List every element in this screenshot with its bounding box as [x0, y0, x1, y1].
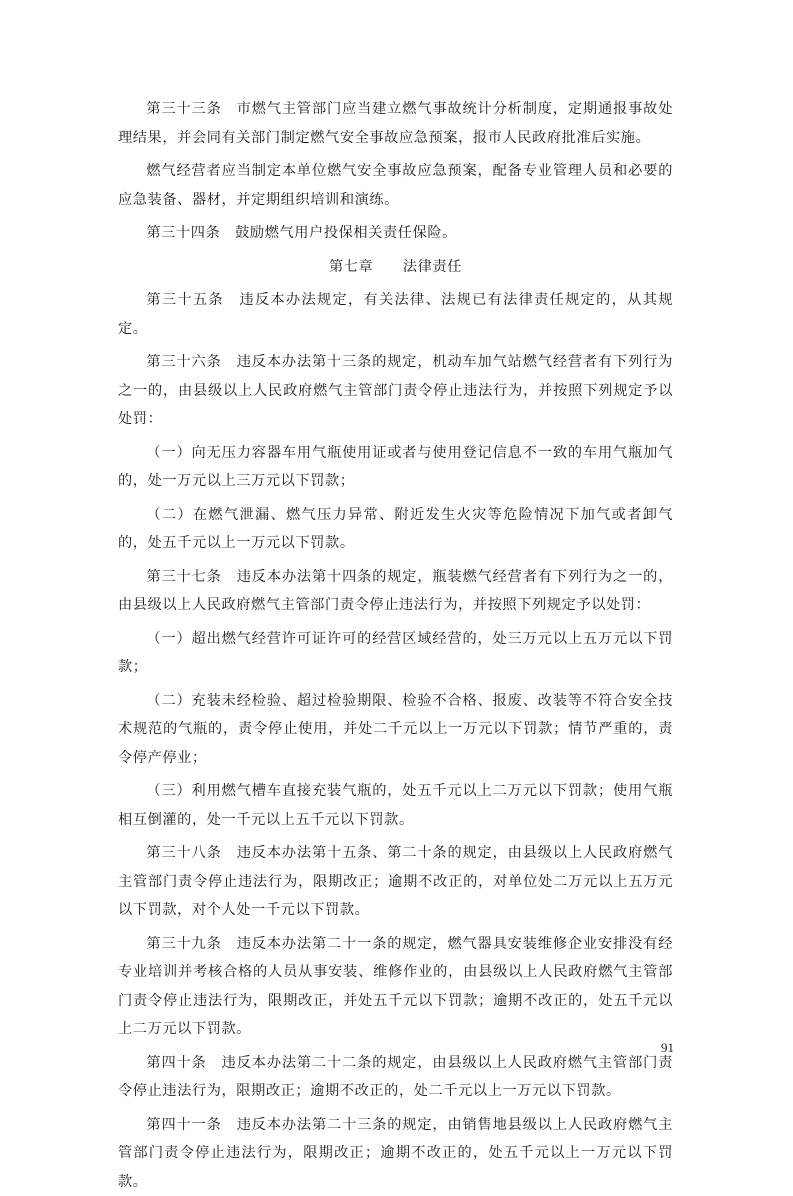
article-36-item-1: （一）向无压力容器车用气瓶使用证或者与使用登记信息不一致的车用气瓶加气的，处一万元以上三万元以下罚款； — [118, 439, 673, 496]
article-37-paragraph: 第三十七条 违反本办法第十四条的规定，瓶装燃气经营者有下列行为之一的，由县级以上人民政府燃气主管部门责令停止违法行为，并按照下列规定予以处罚： — [118, 563, 673, 620]
page-number: 91 — [0, 1040, 674, 1056]
article-39-paragraph: 第三十九条 违反本办法第二十一条的规定，燃气器具安装维修企业安排没有经专业培训并考核合格的人员从事安装、维修作业的，由县级以上人民政府燃气主管部门责令停止违法行为，限期改正，并处五千元以下罚款；逾期不改正的，处五千元以上二万元以下罚款。 — [118, 930, 673, 1044]
article-34-paragraph: 第三十四条 鼓励燃气用户投保相关责任保险。 — [118, 219, 673, 248]
article-36-paragraph: 第三十六条 违反本办法第十三条的规定，机动车加气站燃气经营者有下列行为之一的，由县级以上人民政府燃气主管部门责令停止违法行为，并按照下列规定予以处罚： — [118, 348, 673, 434]
article-33-paragraph: 第三十三条 市燃气主管部门应当建立燃气事故统计分析制度，定期通报事故处理结果，并会同有关部门制定燃气安全事故应急预案，报市人民政府批准后实施。 — [118, 95, 673, 152]
article-37-item-2: （二）充装未经检验、超过检验期限、检验不合格、报废、改装等不符合安全技术规范的气瓶的，责令停止使用，并处二千元以上一万元以下罚款；情节严重的，责令停产停业； — [118, 687, 673, 773]
article-40-paragraph: 第四十条 违反本办法第二十二条的规定，由县级以上人民政府燃气主管部门责令停止违法行为，限期改正；逾期不改正的，处二千元以上一万元以下罚款。 — [118, 1049, 673, 1106]
article-35-paragraph: 第三十五条 违反本办法规定，有关法律、法规已有法律责任规定的，从其规定。 — [118, 286, 673, 343]
article-41-paragraph: 第四十一条 违反本办法第二十三条的规定，由销售地县级以上人民政府燃气主管部门责令停止违法行为，限期改正；逾期不改正的，处五千元以上一万元以下罚款。 — [118, 1111, 673, 1196]
article-37-item-1: （一）超出燃气经营许可证许可的经营区域经营的，处三万元以上五万元以下罚款； — [118, 625, 673, 682]
document-page — [118, 95, 673, 1196]
article-37-item-3: （三）利用燃气槽车直接充装气瓶的，处五千元以上二万元以下罚款；使用气瓶相互倒灌的，处一千元以上五千元以下罚款。 — [118, 777, 673, 834]
chapter-title: 第七章 法律责任 — [118, 253, 673, 282]
emergency-plan-paragraph: 燃气经营者应当制定本单位燃气安全事故应急预案，配备专业管理人员和必要的应急装备、器材，并定期组织培训和演练。 — [118, 157, 673, 214]
article-38-paragraph: 第三十八条 违反本办法第十五条、第二十条的规定，由县级以上人民政府燃气主管部门责令停止违法行为，限期改正；逾期不改正的，对单位处二万元以上五万元以下罚款，对个人处一千元以下罚款。 — [118, 839, 673, 925]
article-36-item-2: （二）在燃气泄漏、燃气压力异常、附近发生火灾等危险情况下加气或者卸气的，处五千元以上一万元以下罚款。 — [118, 501, 673, 558]
